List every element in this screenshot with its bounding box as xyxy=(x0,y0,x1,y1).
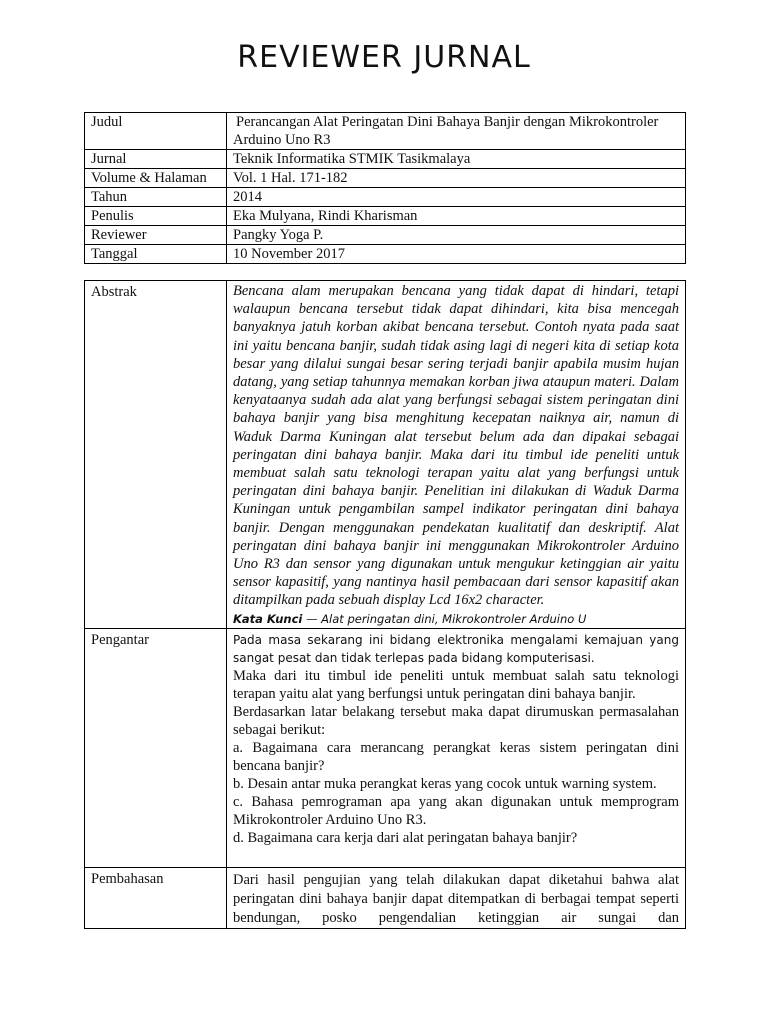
intro-cell xyxy=(227,628,686,867)
row-label-reviewer: Reviewer xyxy=(85,226,227,245)
table-row xyxy=(85,207,686,226)
intro-label: Pengantar xyxy=(85,628,227,867)
row-value-volume: Vol. 1 Hal. 171-182 xyxy=(227,169,686,188)
intro-item-a: a. Bagaimana cara merancang perangkat keras sistem peringatan dini bencana banjir? xyxy=(233,739,679,774)
table-row xyxy=(85,113,686,150)
row-label-jurnal: Jurnal xyxy=(85,150,227,169)
intro-paragraph-1: Maka dari itu timbul ide peneliti untuk membuat salah satu teknologi terapan yaitu alat yang berfungsi untuk peringatan dini bahaya banjir. xyxy=(233,667,679,702)
intro-item-b: b. Desain antar muka perangkat keras yang cocok untuk warning system. xyxy=(233,775,657,792)
keywords-line xyxy=(233,611,679,628)
page-title: REVIEWER JURNAL xyxy=(237,40,531,75)
row-value-penulis: Eka Mulyana, Rindi Kharisman xyxy=(227,207,686,226)
table-row xyxy=(85,150,686,169)
discussion-label: Pembahasan xyxy=(85,867,227,928)
abstract-cell xyxy=(227,281,686,629)
table-row xyxy=(85,628,686,867)
intro-item-c: c. Bahasa pemrograman apa yang akan digunakan untuk memprogram Mikrokontroler Arduino Uno R3. xyxy=(233,793,679,828)
row-label-judul: Judul xyxy=(85,113,227,150)
row-label-tahun: Tahun xyxy=(85,188,227,207)
row-label-penulis: Penulis xyxy=(85,207,227,226)
row-value-tahun: 2014 xyxy=(227,188,686,207)
table-row xyxy=(85,281,686,629)
table-row xyxy=(85,226,686,245)
table-row xyxy=(85,867,686,928)
journal-info-table xyxy=(84,112,686,264)
intro-item-d: d. Bagaimana cara kerja dari alat peringatan bahaya banjir? xyxy=(233,829,578,846)
table-row xyxy=(85,169,686,188)
row-value-reviewer: Pangky Yoga P. xyxy=(227,226,686,245)
judul-text: Perancangan Alat Peringatan Dini Bahaya Banjir dengan Mikrokontroler Arduino Uno R3 xyxy=(233,114,659,148)
table-row xyxy=(85,245,686,264)
abstract-label: Abstrak xyxy=(85,281,227,629)
review-content-table xyxy=(84,280,686,929)
keywords-label: Kata Kunci xyxy=(233,611,303,626)
row-value-tanggal: 10 November 2017 xyxy=(227,245,686,264)
row-value-jurnal: Teknik Informatika STMIK Tasikmalaya xyxy=(227,150,686,169)
row-label-tanggal: Tanggal xyxy=(85,245,227,264)
intro-lead: Pada masa sekarang ini bidang elektronika mengalami kemajuan yang sangat pesat dan tidak terlepas pada bidang komputerisasi. xyxy=(233,632,679,665)
table-row xyxy=(85,188,686,207)
keywords-separator: — xyxy=(302,611,322,626)
abstract-text: Bencana alam merupakan bencana yang tidak dapat di hindari, tetapi walaupun bencana tersebut tidak dapat dihindari, kita bisa mencegah banyaknya jatuh korban akibat bencana tersebut. Contoh nyata pada saat ini yaitu bencana banjir, sudah tidak asing lagi di negeri kita di setiap kota besar yang dilalui sungai besar sering terjadi banjir apabila musim hujan datang, yang setiap tahunnya memakan korban jiwa ataupun materi. Dalam kenyataanya sudah ada alat yang berfungsi sebagai sistem peringatan dini bahaya banjir yang bisa menghitung kecepatan naiknya air, namun di Waduk Darma Kuningan alat tersebut belum ada dan dipakai sebagai peringatan dini bahaya banjir. Maka dari itu timbul ide peneliti untuk membuat salah satu teknologi terapan yaitu alat yang berfungsi untuk peringatan dini bahaya banjir. Penelitian ini dilakukan di Waduk Darma Kuningan untuk pengambilan sampel indikator peringatan dini bahaya banjir. Dengan menggunakan pendekatan kualitatif dan deskriptif. Alat peringatan dini bahaya banjir ini menggunakan Mikrokontroler Arduino Uno R3 dan sensor yang digunakan untuk mengukur ketinggian air yaitu sensor kapasitif, yang nantinya hasil pembacaan dari sensor kapasitif akan ditampilkan pada sebuah display Lcd 16x2 character. xyxy=(233,283,679,609)
intro-paragraph-2: Berdasarkan latar belakang tersebut maka dapat dirumuskan permasalahan sebagai berikut: xyxy=(233,703,679,738)
row-label-volume: Volume & Halaman xyxy=(85,169,227,188)
keywords-text: Alat peringatan dini, Mikrokontroler Arduino U xyxy=(321,611,587,626)
discussion-cell xyxy=(227,867,686,928)
row-value-judul xyxy=(227,113,686,150)
discussion-text: Dari hasil pengujian yang telah dilakukan dapat diketahui bahwa alat peringatan dini bahaya banjir dapat ditempatkan di berbagai tempat seperti bendungan, posko pengendalian ketinggian air sungai dan xyxy=(233,871,679,926)
